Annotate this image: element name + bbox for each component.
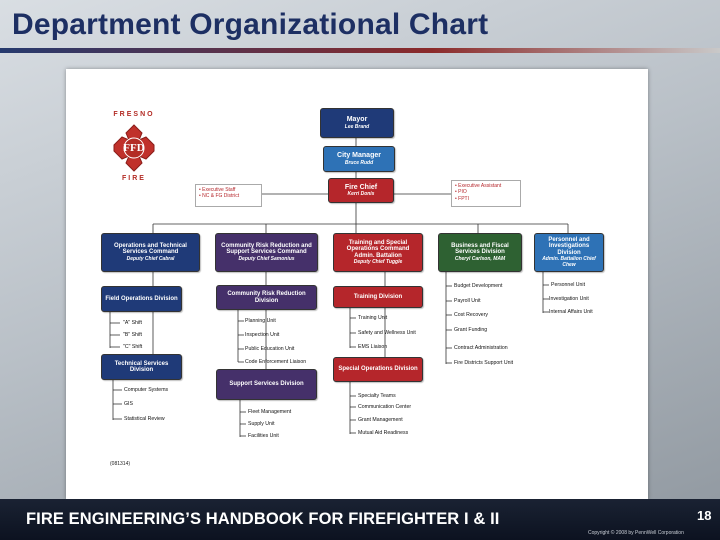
logo-bottom-text: FIRE (122, 175, 146, 182)
crr-unit: Planning Unit (245, 318, 276, 324)
tech-unit: Computer Systems (124, 387, 169, 393)
division-head: Deputy Chief Cabral (126, 255, 175, 262)
mayor-title: Mayor (346, 116, 368, 124)
special-unit: Mutual Aid Readiness (358, 430, 409, 436)
business-unit: Payroll Unit (454, 298, 481, 304)
personnel-unit: Personnel Unit (551, 282, 586, 288)
logo-top-text: FRESNO (113, 111, 155, 118)
division-head: Deputy Chief Tuggle (353, 259, 403, 265)
page-number: 18 (697, 508, 712, 523)
copyright-text: Copyright © 2008 by PennWell Corporation (588, 530, 684, 536)
left-staff-note (195, 184, 262, 207)
field-operations-box (101, 286, 182, 312)
business-unit: Contract Administration (454, 345, 508, 351)
title-rule (0, 48, 720, 53)
field-unit: "C" Shift (123, 344, 143, 350)
division-box-operations (101, 233, 200, 272)
field-operations-title: Field Operations Division (105, 295, 178, 302)
training-division-box (333, 286, 423, 308)
special-operations-title: Special Operations Division (338, 366, 418, 373)
mayor-box (320, 108, 394, 138)
division-title: Training and Special Operations Command Admin. Battalion (346, 239, 410, 259)
crr-unit: Public Education Unit (245, 346, 295, 352)
training-unit: Training Unit (358, 315, 388, 321)
technical-services-box (101, 354, 182, 380)
division-box-training (333, 233, 423, 272)
fire-chief-box (328, 178, 394, 203)
special-operations-box (333, 357, 423, 382)
support-services-box (216, 369, 317, 400)
support-unit: Supply Unit (248, 421, 275, 427)
city-manager-title: City Manager (337, 152, 381, 160)
special-unit: Specialty Teams (358, 393, 396, 399)
business-unit: Cost Recovery (454, 312, 489, 318)
personnel-unit: Investigation Unit (549, 296, 589, 302)
support-unit: Facilities Unit (248, 433, 279, 439)
division-head: Deputy Chief Samonius (238, 255, 295, 262)
business-unit: Budget Development (454, 283, 503, 289)
crr-division-title: Community Risk Reduction Division (227, 291, 306, 304)
division-head: Cheryl Carlson, MAM (454, 255, 506, 262)
division-title: Business and Fiscal Services Division (451, 242, 509, 256)
right-staff-item: • PIO (455, 189, 467, 196)
fire-chief-title: Fire Chief (344, 183, 378, 191)
division-title: Operations and Technical Services Command (114, 242, 187, 256)
right-staff-note (451, 180, 521, 207)
right-staff-item: • FPTI (455, 195, 469, 202)
footer-title: FIRE ENGINEERING’S HANDBOOK FOR FIREFIGHTER I & II (26, 510, 500, 528)
division-box-personnel (534, 233, 604, 272)
training-unit: Safety and Wellness Unit (358, 330, 416, 336)
division-box-community-risk (215, 233, 318, 272)
tech-unit: GIS (124, 401, 133, 407)
tech-unit: Statistical Review (124, 416, 165, 422)
crr-unit: Inspection Unit (245, 332, 280, 338)
logo-badge: FFD (123, 142, 145, 154)
crr-division-box (216, 285, 317, 310)
field-unit: "A" Shift (123, 320, 142, 326)
business-unit: Fire Districts Support Unit (454, 360, 514, 366)
division-head: Admin. Battalion Chief Chew (542, 256, 596, 268)
mayor-name: Lee Brand (344, 123, 370, 130)
left-staff-item: • NC & FG District (199, 193, 240, 200)
chart-code-label: (081314) (110, 461, 131, 467)
training-unit: EMS Liaison (358, 344, 388, 350)
special-unit: Grant Management (358, 417, 403, 423)
personnel-unit: Internal Affairs Unit (549, 309, 593, 315)
slide-title: Department Organizational Chart (12, 8, 489, 41)
technical-services-title: Technical Services Division (114, 360, 169, 373)
fresno-fire-logo (104, 113, 164, 185)
left-staff-item: • Executive Staff (199, 187, 236, 193)
support-unit: Fleet Management (248, 409, 292, 415)
division-title: Personnel and Investigations Division (548, 236, 590, 256)
division-box-business (438, 233, 522, 272)
training-division-title: Training Division (353, 293, 403, 300)
field-unit: "B" Shift (123, 332, 142, 338)
city-manager-box (323, 146, 395, 172)
fire-chief-name: Kerri Donis (347, 191, 375, 198)
support-services-title: Support Services Division (229, 381, 304, 388)
city-manager-name: Bruce Rudd (344, 159, 374, 166)
crr-unit: Code Enforcement Liaison (245, 359, 307, 365)
special-unit: Communication Center (358, 404, 412, 410)
right-staff-item: • Executive Assistant (455, 183, 502, 189)
business-unit: Grant Funding (454, 327, 488, 333)
division-title: Community Risk Reduction and Support Services Command (221, 242, 312, 256)
